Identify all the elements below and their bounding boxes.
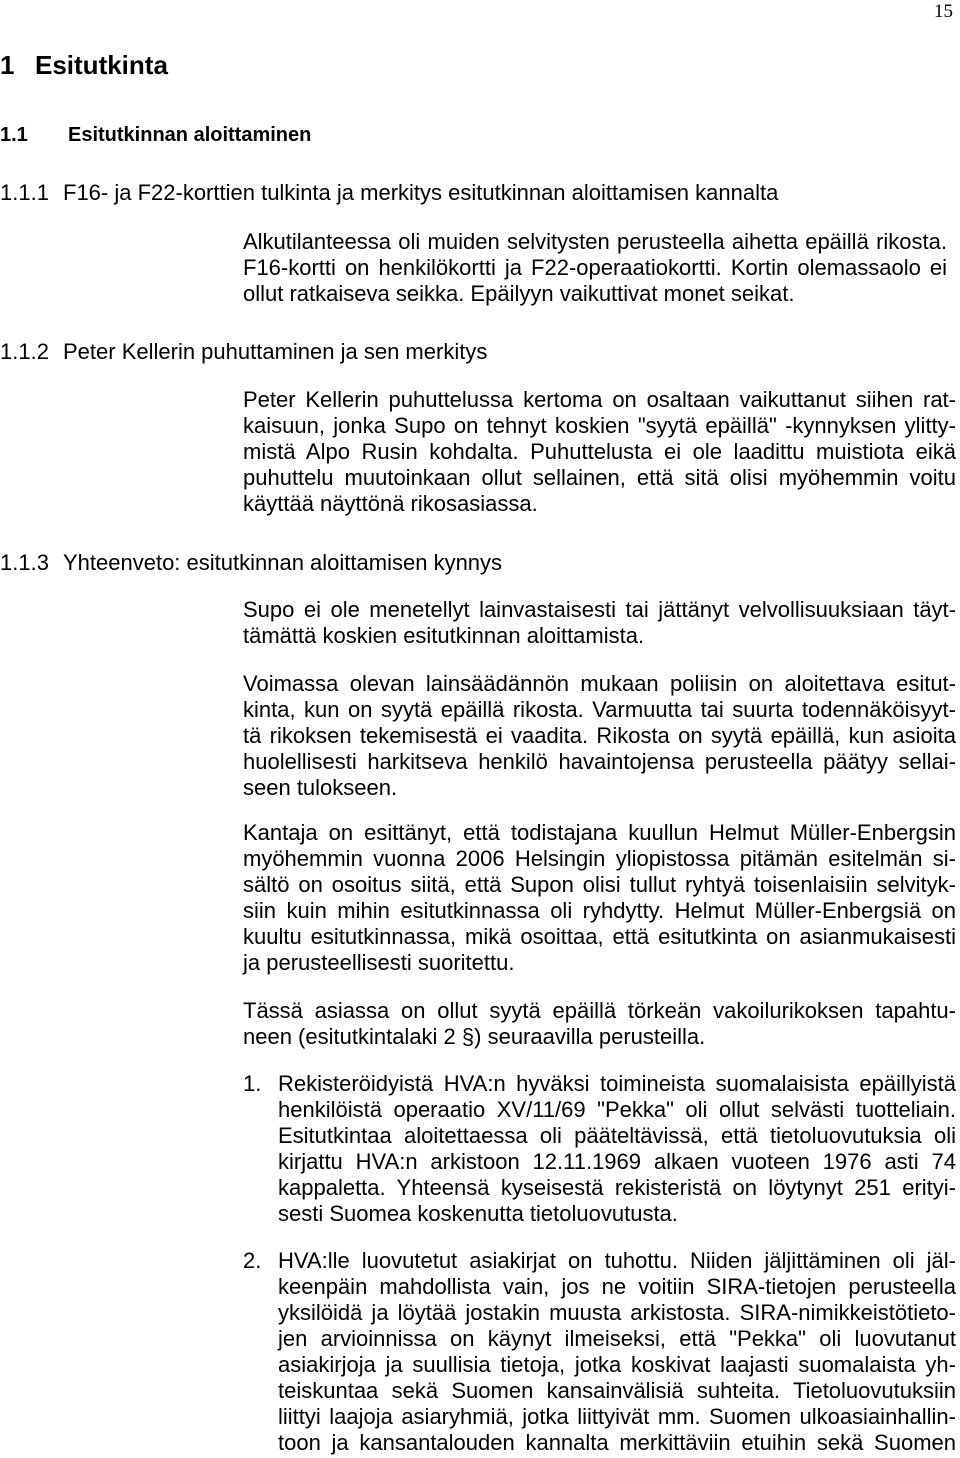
text-line: huolellisesti harkitseva henkilö havaintojensa perusteella päätyy sellai- — [243, 749, 956, 774]
text-line: Tässä asiassa on ollut syytä epäillä törkeän vakoilurikoksen tapahtu- — [243, 998, 956, 1023]
text-line: F16-kortti on henkilökortti ja F22-operaatiokortti. Kortin olemassaolo ei — [243, 255, 947, 280]
subsection-title: F16- ja F22-korttien tulkinta ja merkitys esitutkinnan aloittamisen kannalta — [63, 180, 779, 205]
page-number: 15 — [934, 1, 953, 22]
paragraph — [243, 998, 956, 1050]
text-line: siin kuin mihin esitutkinnassa oli ryhdytty. Helmut Müller-Enbergsiä on — [243, 898, 956, 923]
chapter-title: Esitutkinta — [35, 50, 168, 80]
text-line: myöhemmin vuonna 2006 Helsingin yliopistossa pitämän esitelmän si- — [243, 846, 956, 871]
text-line: kappaletta. Yhteensä kyseisestä rekisteristä on löytynyt 251 erityi- — [278, 1175, 956, 1200]
text-line: teiskuntaa sekä Suomen kansainvälisiä suhteita. Tietoluovutuksiin — [278, 1378, 956, 1403]
text-line: Alkutilanteessa oli muiden selvitysten perusteella aihetta epäillä rikosta. — [243, 229, 947, 254]
text-line: Peter Kellerin puhuttelussa kertoma on osaltaan vaikuttanut siihen rat- — [243, 387, 956, 412]
paragraph — [243, 820, 956, 976]
text-line: henkilöistä operaatio XV/11/69 "Pekka" oli ollut selvästi tuotteliain. — [278, 1097, 956, 1122]
list-marker: 2. — [243, 1248, 262, 1273]
paragraph — [243, 229, 947, 307]
text-line: HVA:lle luovutetut asiakirjat on tuhottu. Niiden jäljittäminen oli jäl- — [278, 1248, 956, 1273]
list-item — [243, 1071, 956, 1227]
subsection-title: Yhteenveto: esitutkinnan aloittamisen kynnys — [63, 550, 503, 575]
text-line: Rekisteröidyistä HVA:n hyväksi toimineista suomalaisista epäillyistä — [278, 1071, 956, 1096]
subsection-number: 1.1.1 — [0, 180, 49, 205]
paragraph — [243, 597, 956, 649]
text-line: Kantaja on esittänyt, että todistajana kuullun Helmut Müller-Enbergsin — [243, 820, 956, 845]
text-line: kaisuun, jonka Supo on tehnyt koskien "syytä epäillä" -kynnyksen ylitty- — [243, 413, 956, 438]
paragraph — [243, 671, 956, 801]
text-line: Voimassa olevan lainsäädännön mukaan poliisin on aloitettava esitut- — [243, 671, 956, 696]
list-item-body — [278, 1071, 956, 1227]
text-line: jen arvioinnissa on käynyt ilmeiseksi, että "Pekka" oli luovutanut — [278, 1326, 956, 1351]
text-line: sesti Suomea koskenutta tietoluovutusta. — [278, 1201, 678, 1226]
text-line: ollut ratkaiseva seikka. Epäilyyn vaikuttivat monet seikat. — [243, 281, 795, 306]
text-line: tämättä koskien esitutkinnan aloittamista. — [243, 623, 645, 648]
subsection-heading — [0, 550, 960, 576]
text-line: asiakirjoja ja suullisia tietoja, jotka koskivat laajasti suomalaista yh- — [278, 1352, 956, 1377]
list-item — [243, 1248, 956, 1456]
text-line: seen tulokseen. — [243, 775, 398, 800]
text-line: kirjattu HVA:n arkistoon 12.11.1969 alkaen vuoteen 1976 asti 74 — [278, 1149, 956, 1174]
subsection-title: Peter Kellerin puhuttaminen ja sen merkitys — [63, 339, 488, 364]
text-line: Supo ei ole menetellyt lainvastaisesti tai jättänyt velvollisuuksiaan täyt- — [243, 597, 956, 622]
text-line: kuultu esitutkinnassa, mikä osoittaa, että esitutkinta on asianmukaisesti — [243, 924, 956, 949]
chapter-heading — [0, 50, 960, 80]
text-line: kinta, kun on syytä epäillä rikosta. Varmuutta tai suurta todennäköisyyt- — [243, 697, 956, 722]
chapter-number: 1 — [0, 50, 15, 80]
text-line: tä rikoksen tekemisestä ei vaadita. Rikosta on syytä epäillä, kun asioita — [243, 723, 956, 748]
text-line: sältö on osoitus siitä, että Supon olisi tullut ryhtyä toisenlaisiin selvityk- — [243, 872, 956, 897]
paragraph — [243, 387, 956, 517]
list-marker: 1. — [243, 1071, 262, 1096]
subsection-heading — [0, 339, 960, 365]
text-line: käyttää näyttönä rikosasiassa. — [243, 491, 538, 516]
text-line: liittyi laajoja asiaryhmiä, jotka liittyivät mm. Suomen ulkoasiainhallin- — [278, 1404, 956, 1429]
subsection-heading — [0, 180, 960, 206]
subsection-number: 1.1.3 — [0, 550, 49, 575]
text-line: Esitutkintaa aloitettaessa oli pääteltävissä, että tietoluovutuksia oli — [278, 1123, 956, 1148]
text-line: keenpäin mahdollista vain, jos ne voitiin SIRA-tietojen perusteella — [278, 1274, 956, 1299]
list-item-body — [278, 1248, 956, 1456]
section-heading — [0, 122, 960, 148]
text-line: yksilöidä ja löytää jostakin muusta arkistosta. SIRA-nimikkeistötieto- — [278, 1300, 956, 1325]
text-line: puhuttelu muutoinkaan ollut sellainen, että sitä olisi myöhemmin voitu — [243, 465, 956, 490]
section-number: 1.1 — [0, 124, 28, 146]
text-line: mistä Alpo Rusin kohdalta. Puhuttelusta ei ole laadittu muistiota eikä — [243, 439, 956, 464]
text-line: ja perusteellisesti suoritettu. — [243, 950, 515, 975]
subsection-number: 1.1.2 — [0, 339, 49, 364]
text-line: neen (esitutkintalaki 2 §) seuraavilla perusteilla. — [243, 1024, 706, 1049]
section-title: Esitutkinnan aloittaminen — [68, 124, 312, 146]
text-line: toon ja kansantalouden kannalta merkittäviin etuihin sekä Suomen — [278, 1430, 956, 1455]
